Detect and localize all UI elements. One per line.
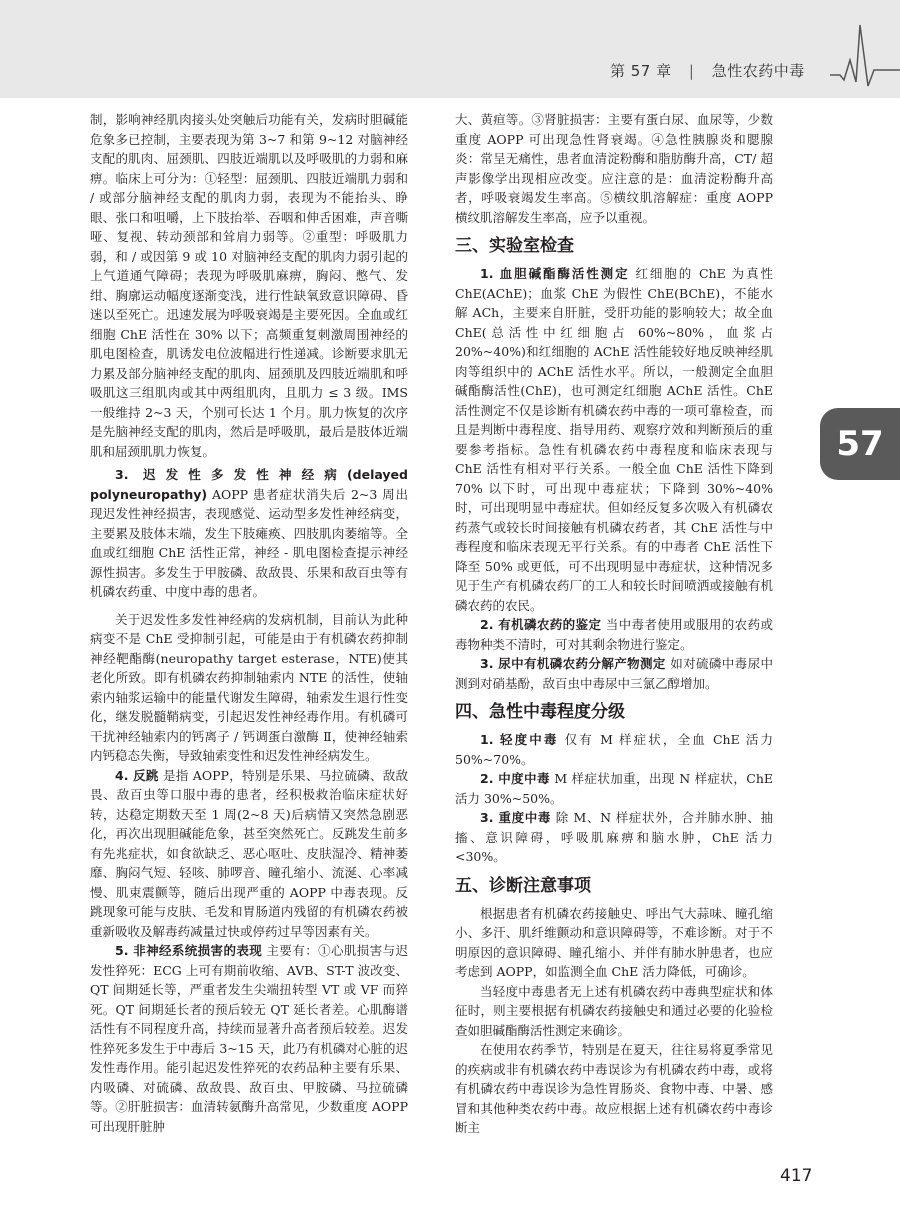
- rebound-text: 是指 AOPP，特别是乐果、马拉硫磷、敌敌畏、敌百虫等口服中毒的患者，经积极救治临床症状好转，达稳定期数天至 1 周(2~8 天)后病情又突然急剧恶化，再次出现胆碱能危象，甚至突然死亡。反跳发生前多有先兆症状，如食欲缺乏、恶心呕吐、皮肤湿冷、精神萎靡、胸闷气短、轻咳、肺啰音、瞳孔缩小、流涎、心率减慢、肌束震颤等，随后出现严重的 AOPP 中毒表现。反跳现象可能与皮肤、毛发和胃肠道内残留的有机磷农药被重新吸收及解毒药减量过快或停药过早等因素有关。: [90, 767, 408, 939]
- subheading-mild: 1. 轻度中毒: [480, 732, 559, 747]
- section-title-lab-tests: 三、实验室检查: [455, 236, 574, 256]
- section-title-diagnosis: 五、诊断注意事项: [455, 875, 591, 896]
- pesticide-id-text: 当中毒者使用或服用的农药或毒物种类不清时，可对其剩余物进行鉴定。: [455, 617, 773, 652]
- paragraph-diagnosis-3: 在使用农药季节，特别是在夏天，往往易将夏季常见的疾病或非有机磷农药中毒误诊为有机磷农药中毒，或将有机磷农药中毒误诊为急性胃肠炎、食物中毒、中暑、感冒和其他种类农药中毒。故应根据上述有机磷农药中毒诊断主: [455, 1042, 773, 1135]
- paragraph-moderate: [455, 769, 773, 808]
- delayed-neuropathy-text: AOPP 患者症状消失后 2~3 周出现迟发性神经损害，表现感觉、运动型多发性神经病变，主要累及肢体末端，发生下肢瘫痪、四肢肌肉萎缩等。全血或红细胞 ChE 活性正常，神经 - 肌电图检查提示神经源性损害。多发生于甲胺磷、敌敌畏、乐果和敌百虫等有机磷农药重、中度中毒的患者。: [90, 486, 408, 599]
- subheading-non-nervous: 5. 非神经系统损害的表现: [115, 943, 263, 958]
- subheading-severe: 3. 重度中毒: [480, 810, 552, 825]
- paragraph-diagnosis-2: 当轻度中毒患者无上述有机磷农药中毒典型症状和体征时，则主要根据有机磷农药接触史和通过必要的化验检查如胆碱酯酶活性测定来确诊。: [455, 983, 773, 1038]
- paragraph-diagnosis-1: 根据患者有机磷农药接触史、呼出气大蒜味、瞳孔缩小、多汗、肌纤维颤动和意识障碍等，不难诊断。对于不明原因的意识障碍、瞳孔缩小、并伴有肺水肿患者，也应考虑到 AOPP，如监测全血 ChE 活力降低，可确诊。: [455, 905, 773, 979]
- subheading-pesticide-id: 2. 有机磷农药的鉴定: [480, 617, 602, 632]
- che-test-text: 红细胞的 ChE 为真性 ChE(AChE)；血浆 ChE 为假性 ChE(BChE)，不能水解 ACh，主要来自肝脏，受肝功能的影响较大；故全血 ChE(总活性中红细胞占 60%~80%，血浆占 20%~40%)和红细胞的 AChE 活性能较好地反映神经肌肉等组织中的 AChE 活性水平。所以，一般测定全血胆碱酯酶活性(ChE)，也可测定红细胞 AChE 活性。ChE 活性测定不仅是诊断有机磷农药中毒的一项可靠检查，而且是判断中毒程度、指导用药、观察疗效和判断预后的重要参考指标。急性有机磷农药中毒程度和临床表现与 ChE 活性有相对平行关系。一般全血 ChE 活性下降到 70% 以下时，可出现中毒症状；下降到 30%~40% 时，可出现明显中毒症状。但如经反复多次吸入有机磷农药蒸气或较长时间接触有机磷农药者，其 ChE 活性与中毒程度和临床表现无平行关系。有的中毒者 ChE 活性下降至 50% 或更低，可不出现明显中毒症状，这种情况多见于生产有机磷农药厂的工人和较长时间喷洒或接触有机磷农药的农民。: [455, 266, 773, 613]
- paragraph-organ-damage-continued: 大、黄疸等。③肾脏损害：主要有蛋白尿、血尿等，少数重度 AOPP 可出现急性肾衰竭。④急性胰腺炎和腮腺炎：常呈无痛性，患者血清淀粉酶和脂肪酶升高，CT/ 超声影像学出现相应改变。应注意的是：血清淀粉酶升高者，呼吸衰竭发生率高。⑤横纹肌溶解症：重度 AOPP 横纹肌溶解发生率高，应予以重视。: [455, 112, 773, 225]
- header-band: [0, 0, 900, 98]
- left-column: [90, 110, 408, 1136]
- subheading-rebound: 4. 反跳: [115, 767, 159, 783]
- paragraph-urine-test: [455, 654, 773, 693]
- severe-text: 除 M、N 样症状外，合并肺水肿、抽搐、意识障碍，呼吸肌麻痹和脑水肿，ChE 活力<30%。: [455, 810, 773, 864]
- chapter-header: [610, 60, 805, 81]
- paragraph-rebound: [90, 766, 408, 942]
- non-nervous-text: 主要有：①心肌损害与迟发性猝死：ECG 上可有期前收缩、AVB、ST-T 波改变、QT 间期延长等，严重者发生尖端扭转型 VT 或 VF 而猝死。QT 间期延长者的预后较无 QT 延长者差。心肌酶谱活性有不同程度升高，持续而显著升高者预后较差。迟发性猝死多发生于中毒后 3~15 天，此乃有机磷对心脏的迟发性毒作用。能引起迟发性猝死的农药品种主要有乐果、内吸磷、对硫磷、敌敌畏、敌百虫、甲胺磷、马拉硫磷等。②肝脏损害：血清转氨酶升高常见，少数重度 AOPP 可出现肝脏肿: [90, 943, 408, 1134]
- paragraph-mild: [455, 730, 773, 769]
- section-title-grading: 四、急性中毒程度分级: [455, 702, 625, 722]
- header-separator: |: [688, 62, 695, 80]
- chapter-tab: 57: [820, 408, 900, 480]
- paragraph-pesticide-id: [455, 615, 773, 654]
- paragraph-che-test: [455, 264, 773, 615]
- subheading-urine-test: 3. 尿中有机磷农药分解产物测定: [480, 656, 666, 671]
- chapter-title: 急性农药中毒: [711, 62, 805, 80]
- page-number: 417: [780, 1166, 813, 1186]
- chapter-number: 第 57 章: [610, 62, 672, 80]
- mild-text: 仅有 M 样症状，全血 ChE 活力 50%~70%。: [455, 732, 773, 767]
- subheading-che-test: 1. 血胆碱酯酶活性测定: [480, 266, 630, 281]
- subheading-delayed-neuropathy: 3. 迟发性多发性神经病(delayed polyneuropathy): [90, 467, 408, 502]
- urine-test-text: 如对硫磷中毒尿中测到对硝基酚，敌百虫中毒尿中三氯乙醇增加。: [455, 656, 773, 691]
- moderate-text: M 样症状加重，出现 N 样症状，ChE 活力 30%~50%。: [455, 771, 773, 806]
- subheading-moderate: 2. 中度中毒: [480, 771, 550, 786]
- right-column: [455, 110, 773, 1138]
- paragraph-delayed-neuropathy: [90, 465, 408, 602]
- paragraph-severe: [455, 808, 773, 867]
- ecg-line-icon: [830, 20, 900, 90]
- paragraph-ims-continued: 制，影响神经肌肉接头处突触后功能有关，发病时胆碱能危象多已控制，主要表现为第 3~7 和第 9~12 对脑神经支配的肌肉、屈颈肌、四肢近端肌以及呼吸肌的力弱和麻痹。临床上可分为：①轻型：屈颈肌、四肢近端肌力弱和 / 或部分脑神经支配的肌肉力弱，表现为不能抬头、睁眼、张口和咀嚼，上下肢抬举、吞咽和伸舌困难，声音嘶哑、复视、转动颈部和耸肩力弱等。②重型：呼吸肌力弱，和 / 或因第 9 或 10 对脑神经支配的肌肉力弱引起的上气道通气障碍；表现为呼吸肌麻痹，胸闷、憋气、发绀、胸廓运动幅度逐渐变浅，进行性缺氧致意识障碍、昏迷以至死亡。迅速发展为呼吸衰竭是主要死因。全血或红细胞 ChE 活性在 30% 以下；高频重复刺激周围神经的肌电图检查，肌诱发电位波幅进行性递减。诊断要求肌无力累及部分脑神经支配的肌肉、屈颈肌及四肢近端肌和呼吸肌这三组肌肉或其中两组肌肉，且肌力 ≤ 3 级。IMS 一般维持 2~3 天，个别可长达 1 个月。肌力恢复的次序是先脑神经支配的肌肉，然后是呼吸肌，最后是肢体近端肌和屈颈肌肌力恢复。: [90, 112, 408, 459]
- paragraph-mechanism: 关于迟发性多发性神经病的发病机制，目前认为此种病变不是 ChE 受抑制引起，可能是由于有机磷农药抑制神经靶酯酶(neuropathy target esterase，NTE)使其老化所致。即有机磷农药抑制轴索内 NTE 的活性，使轴索内轴浆运输中的能量代谢发生障碍，轴索发生退行性变化，继发脱髓鞘病变，引起迟发性神经毒作用。有机磷可干扰神经轴索内的钙离子 / 钙调蛋白激酶 Ⅱ，使神经轴索内钙稳态失衡，导致轴索变性和迟发性神经病发生。: [90, 611, 408, 763]
- paragraph-non-nervous: [90, 941, 408, 1136]
